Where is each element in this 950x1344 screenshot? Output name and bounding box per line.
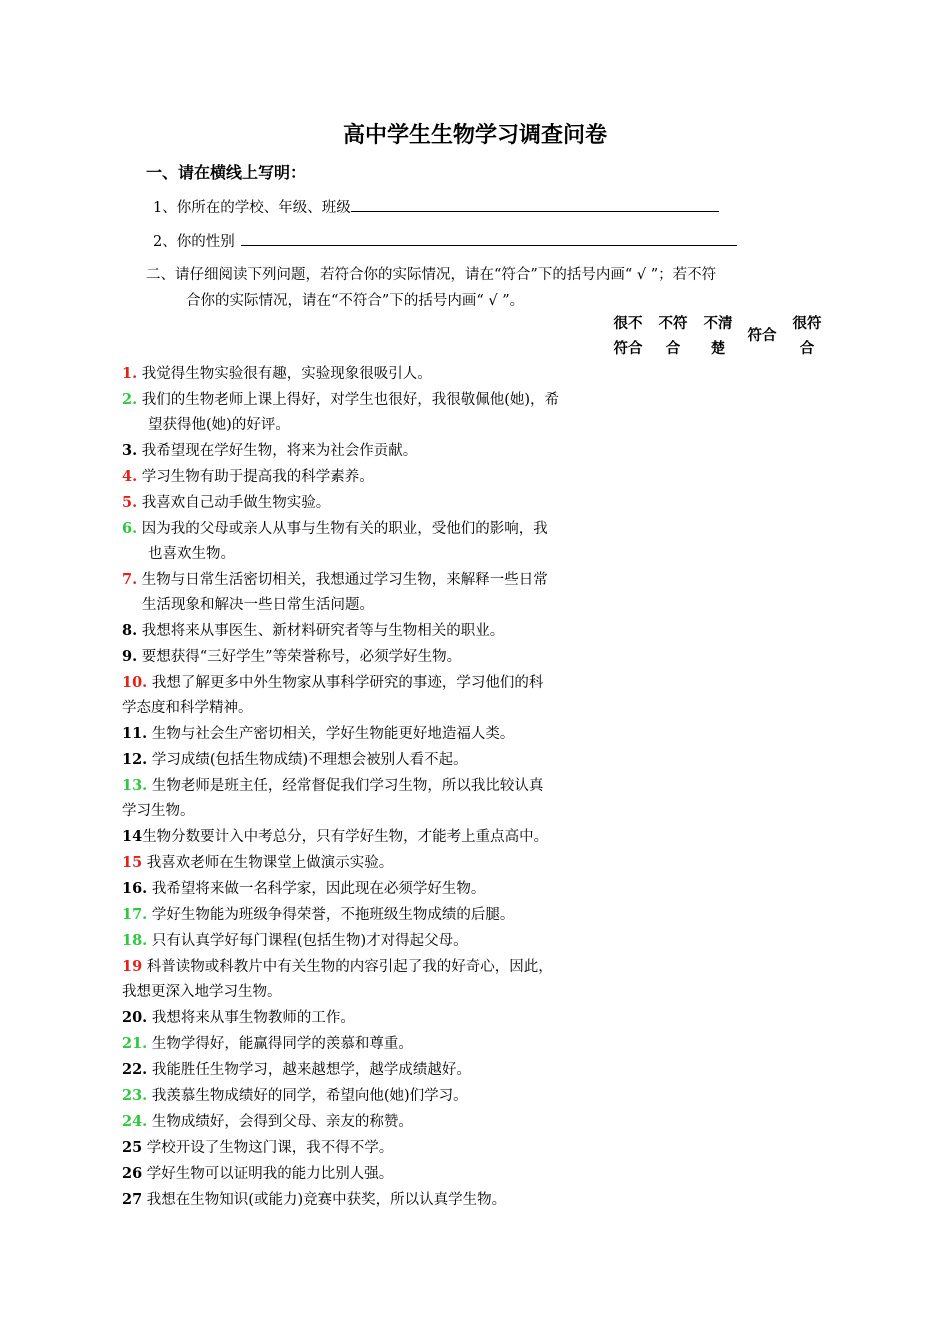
question-text: 学好生物可以证明我的能力比别人强。	[142, 1166, 394, 1182]
question-number: 8.	[122, 622, 138, 639]
question-number: 10.	[122, 674, 148, 691]
question-text: 因为我的父母或亲人从事与生物有关的职业，受他们的影响，我	[137, 521, 548, 537]
question-number: 27	[122, 1191, 143, 1208]
gender-label: 2、你的性别	[153, 234, 235, 250]
question-text: 生物与社会生产密切相关，学好生物能更好地造福人类。	[147, 726, 515, 742]
question-item	[122, 644, 612, 670]
column-label-line1: 符合	[747, 328, 777, 344]
question-text: 生物分数要计入中考总分，只有学好生物，才能考上重点高中。	[142, 829, 549, 845]
question-item	[122, 464, 612, 490]
question-number: 13.	[122, 777, 148, 794]
column-label-line1: 不清	[703, 316, 733, 332]
gender-blank[interactable]	[241, 231, 737, 246]
column-label-line1: 很不	[613, 316, 643, 332]
question-item	[122, 490, 612, 516]
question-text: 学习成绩(包括生物成绩)不理想会被别人看不起。	[147, 752, 468, 768]
column-very-inconsistent	[606, 312, 650, 362]
question-number: 2.	[122, 391, 138, 408]
column-label-line2: 合	[665, 341, 681, 357]
school-grade-class-label: 1、你所在的学校、年级、班级	[153, 200, 351, 216]
question-item	[122, 850, 612, 876]
question-number: 22.	[122, 1061, 148, 1078]
question-number: 24.	[122, 1113, 148, 1130]
question-number: 15	[122, 854, 143, 871]
question-text: 我喜欢老师在生物课堂上做演示实验。	[142, 855, 394, 871]
question-item	[122, 567, 612, 618]
question-item	[122, 773, 612, 824]
question-item	[122, 1083, 612, 1109]
question-text: 生物成绩好，会得到父母、亲友的称赞。	[147, 1114, 413, 1130]
question-item	[122, 387, 612, 438]
question-text-continuation: 学态度和科学精神。	[122, 700, 253, 716]
column-inconsistent	[651, 312, 695, 362]
question-number: 18.	[122, 932, 148, 949]
column-very-consistent	[785, 312, 829, 362]
instructions-line-2: 合你的实际情况，请在“不符合”下的括号内画“ √ ”。	[186, 293, 525, 309]
question-item	[122, 1005, 612, 1031]
question-item	[122, 876, 612, 902]
question-item	[122, 954, 612, 1005]
question-number: 19	[122, 958, 143, 975]
question-list	[122, 361, 612, 1213]
column-label-line1: 很符	[792, 316, 822, 332]
question-text: 我喜欢自己动手做生物实验。	[137, 495, 331, 511]
question-item	[122, 721, 612, 747]
question-text: 生物老师是班主任，经常督促我们学习生物，所以我比较认真	[147, 778, 544, 794]
question-item	[122, 928, 612, 954]
question-number: 12.	[122, 751, 148, 768]
question-item	[122, 361, 612, 387]
question-number: 26	[122, 1165, 143, 1182]
question-text: 要想获得“三好学生”等荣誉称号，必须学好生物。	[137, 649, 462, 665]
column-unclear	[696, 312, 740, 362]
question-text-continuation: 生活现象和解决一些日常生活问题。	[142, 597, 374, 613]
question-item	[122, 618, 612, 644]
column-label-line1: 不符	[658, 316, 688, 332]
question-item	[122, 1057, 612, 1083]
question-item	[122, 1031, 612, 1057]
question-item	[122, 1187, 612, 1213]
question-text: 学习生物有助于提高我的科学素养。	[137, 469, 374, 485]
school-grade-class-field	[153, 196, 719, 217]
question-text: 我想了解更多中外生物家从事科学研究的事迹，学习他们的科	[147, 675, 544, 691]
question-text-continuation: 我想更深入地学习生物。	[122, 984, 282, 1000]
school-grade-class-blank[interactable]	[351, 197, 719, 212]
question-text: 学好生物能为班级争得荣誉，不拖班级生物成绩的后腿。	[147, 907, 515, 923]
question-text: 我想在生物知识(或能力)竞赛中获奖，所以认真学生物。	[142, 1192, 507, 1208]
question-item	[122, 902, 612, 928]
question-number: 17.	[122, 906, 148, 923]
question-text-continuation: 学习生物。	[122, 803, 195, 819]
gender-field	[153, 230, 737, 251]
question-text: 我想将来从事生物教师的工作。	[147, 1010, 355, 1026]
question-text: 我觉得生物实验很有趣，实验现象很吸引人。	[137, 366, 432, 382]
question-item	[122, 824, 612, 850]
question-text: 生物学得好，能赢得同学的羡慕和尊重。	[147, 1036, 413, 1052]
question-item	[122, 747, 612, 773]
question-item	[122, 438, 612, 464]
question-number: 6.	[122, 520, 138, 537]
column-consistent	[740, 324, 784, 349]
question-number: 20.	[122, 1009, 148, 1026]
question-number: 14	[122, 828, 143, 845]
question-item	[122, 1161, 612, 1187]
question-number: 4.	[122, 468, 138, 485]
question-number: 5.	[122, 494, 138, 511]
question-text-continuation: 也喜欢生物。	[148, 546, 235, 562]
question-text-continuation: 望获得他(她)的好评。	[148, 417, 290, 433]
question-number: 25	[122, 1139, 143, 1156]
question-text: 我想将来从事医生、新材料研究者等与生物相关的职业。	[137, 623, 505, 639]
column-label-line2: 楚	[710, 341, 726, 357]
question-text: 科普读物或科教片中有关生物的内容引起了我的好奇心，因此，	[142, 959, 553, 975]
question-number: 21.	[122, 1035, 148, 1052]
question-text: 只有认真学好每门课程(包括生物)才对得起父母。	[147, 933, 468, 949]
question-item	[122, 1109, 612, 1135]
question-text: 学校开设了生物这门课，我不得不学。	[142, 1140, 394, 1156]
question-number: 11.	[122, 725, 148, 742]
question-text: 我希望将来做一名科学家，因此现在必须学好生物。	[147, 881, 486, 897]
page-title: 高中学生生物学习调查问卷	[342, 123, 607, 148]
question-item	[122, 516, 612, 567]
question-item	[122, 670, 612, 721]
question-text: 我能胜任生物学习，越来越想学，越学成绩越好。	[147, 1062, 471, 1078]
section-one-heading: 一、请在横线上写明：	[146, 163, 307, 182]
question-text: 我羡慕生物成绩好的同学，希望向他(她)们学习。	[147, 1088, 468, 1104]
instructions-line-1: 二、请仔细阅读下列问题，若符合你的实际情况，请在“符合”下的括号内画“ √ ”；若不符	[146, 267, 717, 283]
question-text: 我希望现在学好生物，将来为社会作贡献。	[137, 443, 418, 459]
question-text: 生物与日常生活密切相关，我想通过学习生物，来解释一些日常	[137, 572, 548, 588]
column-label-line2: 符合	[613, 341, 643, 357]
question-number: 3.	[122, 442, 138, 459]
question-number: 1.	[122, 365, 138, 382]
question-number: 16.	[122, 880, 148, 897]
section-two-instructions	[146, 262, 818, 314]
question-number: 9.	[122, 648, 138, 665]
question-number: 7.	[122, 571, 138, 588]
column-label-line2: 合	[799, 341, 815, 357]
question-number: 23.	[122, 1087, 148, 1104]
question-text: 我们的生物老师上课上得好，对学生也很好，我很敬佩他(她)，希	[137, 392, 560, 408]
question-item	[122, 1135, 612, 1161]
